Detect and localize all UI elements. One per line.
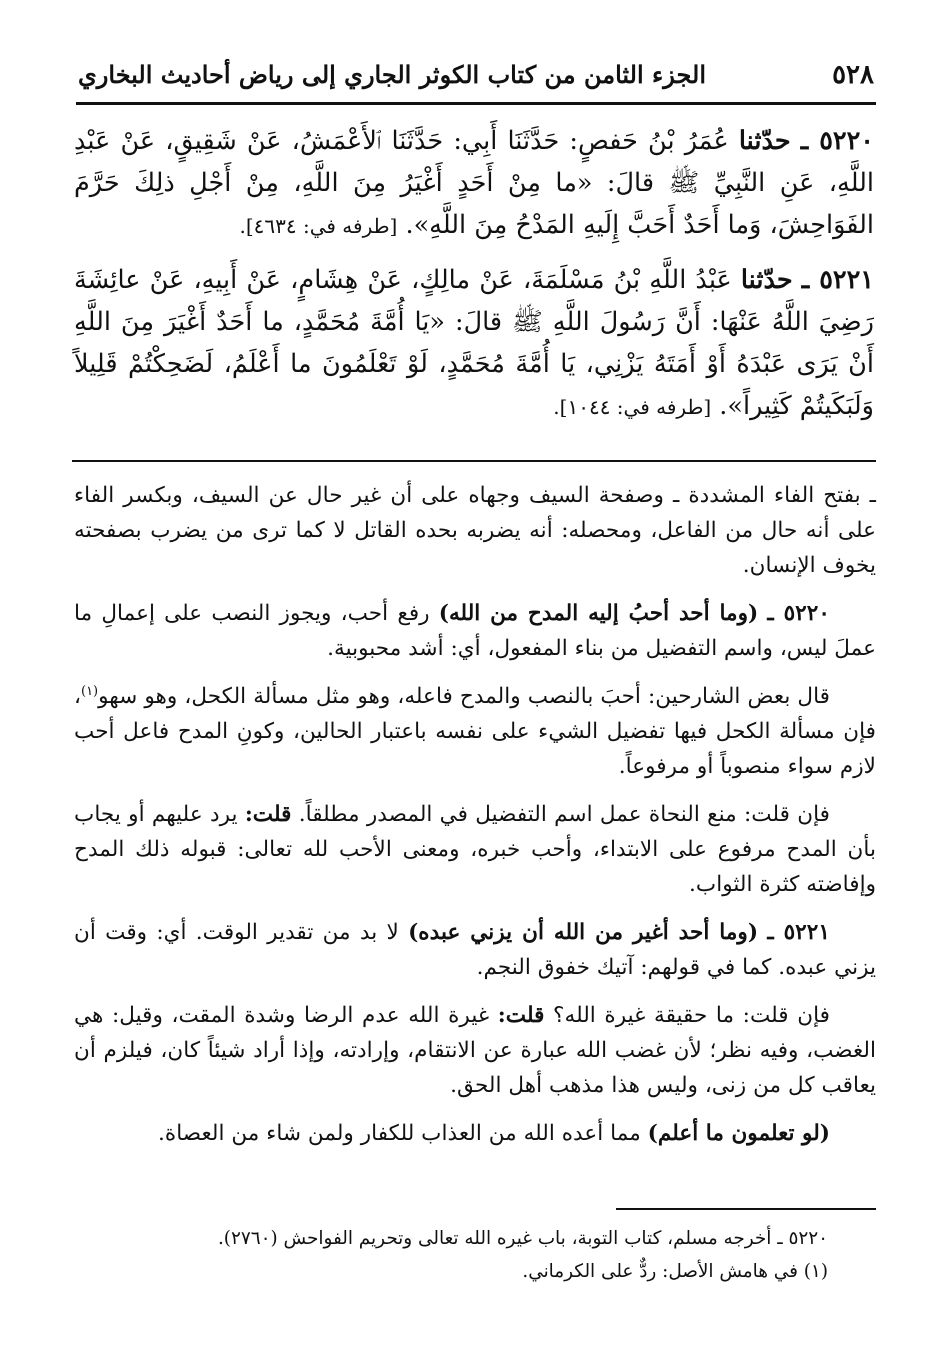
hadith-body: عُمَرُ بْنُ حَفصٍ: حَدَّثَنَا أَبِي: حَدَّثَنَا ٱلأَعْمَشُ، عَنْ شَقِيقٍ، عَنْ عَبْدِ اللَّهِ، عَنِ النَّبِيِّ ﷺ قالَ: «ما مِنْ أَحَدٍ أَغْيَرُ مِنَ اللَّهِ، مِنْ أَجْلِ ذلِكَ حَرَّمَ الفَوَاحِشَ، وَما أَحَدٌ أَحَبَّ إِلَيهِ المَدْحُ مِنَ اللَّهِ».: [74, 126, 874, 240]
hadith-5220: [74, 120, 874, 247]
qult-marker: قلت:: [497, 1003, 545, 1028]
page-header: [78, 58, 874, 102]
text-commentary-divider: [72, 460, 876, 462]
commentary-quote: (وما أحد أحبُ إليه المدح من الله): [438, 601, 759, 626]
commentary-paragraph: [74, 596, 876, 666]
footnote-item: ٥٢٢٠ ـ أخرجه مسلم، كتاب التوبة، باب غيره الله تعالى وتحريم الفواحش (٢٧٦٠).: [217, 1228, 828, 1249]
commentary-text: لا بد من تقدير الوقت. أي: وقت أن يزني عبده. كما في قولهم: آتيك خفوق النجم.: [74, 920, 876, 980]
footnote-item: (١) في هامش الأصل: ردٌّ على الكرماني.: [522, 1261, 828, 1282]
hadith-body: عَبْدُ اللَّهِ بْنُ مَسْلَمَةَ، عَنْ مالِكٍ، عَنْ هِشَامٍ، عَنْ أَبِيهِ، عَنْ عائِشَةَ رَضِيَ اللَّهُ عَنْهَا: أَنَّ رَسُولَ اللَّهِ ﷺ قالَ: «يَا أُمَّةَ مُحَمَّدٍ، ما أَحَدٌ أَغْيَرَ مِنَ اللَّهِ أَنْ يَرَى عَبْدَهُ أَوْ أَمَتَهُ يَزْنِي، يَا أُمَّةَ مُحَمَّدٍ، لَوْ تَعْلَمُونَ ما أَعْلَمُ، لَضَحِكْتُمْ قَلِيلاً وَلَبَكَيتُمْ كَثِيراً».: [74, 265, 874, 421]
footnotes: [74, 1222, 874, 1288]
page-number: ٥٢٨: [832, 60, 874, 90]
footnote-divider: [616, 1208, 876, 1210]
commentary-paragraph: [74, 679, 876, 784]
commentary-paragraph: [74, 1116, 876, 1151]
commentary-text: فإن قلت: منع النحاة عمل اسم التفضيل في المصدر مطلقاً.: [298, 802, 830, 827]
hadith-opening: حدّثنا: [738, 126, 791, 156]
commentary-paragraph: [74, 478, 876, 583]
commentary-text: رفع أحب، ويجوز النصب على إعمالِ ما عملَ ليس، واسم التفضيل من بناء المفعول، أي: أشد محبوبية.: [74, 601, 876, 661]
commentary-text: ـ بفتح الفاء المشددة ـ وصفحة السيف وجهاه على أن غير حال عن السيف، وبكسر الفاء على أنه حال من الفاعل، ومحصله: أنه يضربه بحده القاتل لا كما ترى من يضرب بصفحته يخوف الإنسان.: [74, 483, 876, 578]
commentary-text: فإن قلت: ما حقيقة غيرة الله؟: [553, 1003, 830, 1028]
commentary-text: قال بعض الشارحين: أحبَ بالنصب والمدح فاعله، وهو مثل مسألة الكحل، وهو سهو: [98, 684, 830, 709]
commentary-block: [74, 478, 876, 1151]
commentary-hadith-number: ٥٢٢٠ ـ: [767, 601, 830, 626]
hadith-text-block: [74, 120, 874, 428]
commentary-text: ، فإن مسألة الكحل فيها تفضيل الشيء على نفسه باعتبار الحالين، وكونِ المدح فاعل أحب لازم سواء منصوباً أو مرفوعاً.: [74, 684, 876, 779]
commentary-paragraph: [74, 915, 876, 985]
hadith-5221: [74, 259, 874, 428]
footnote-marker: (١): [80, 683, 99, 699]
commentary-paragraph: [74, 797, 876, 902]
commentary-paragraph: [74, 998, 876, 1103]
header-divider: [76, 102, 876, 105]
running-title: الجزء الثامن من كتاب الكوثر الجاري إلى رياض أحاديث البخاري: [78, 60, 707, 89]
commentary-quote: (لو تعلمون ما أعلم): [647, 1121, 830, 1146]
commentary-text: يرد عليهم أو يجاب بأن المدح مرفوع على الابتداء، وأحب خبره، ومعنى الأحب لله تعالى: قبوله ذلك المدح وإفاضته كثرة الثواب.: [74, 802, 876, 897]
hadith-number: ٥٢٢١ ـ: [801, 265, 874, 295]
commentary-text: غيرة الله عدم الرضا وشدة المقت، وقيل: هي الغضب، وفيه نظر؛ لأن غضب الله عبارة عن الانتقام، وإرادته، وإذا أراد شيئاً كان، فيلزم أن يعاقب كل من زنى، وليس هذا مذهب أهل الحق.: [74, 1003, 876, 1098]
commentary-text: مما أعده الله من العذاب للكفار ولمن شاء من العصاة.: [158, 1121, 641, 1146]
commentary-quote: (وما أحد أغير من الله أن يزني عبده): [408, 920, 759, 945]
commentary-hadith-number: ٥٢٢١ ـ: [767, 920, 830, 945]
cross-reference: [طرفه في: ١٠٤٤].: [553, 395, 712, 419]
cross-reference: [طرفه في: ٤٦٣٤].: [239, 214, 398, 238]
hadith-opening: حدّثنا: [740, 265, 793, 295]
qult-marker: قلت:: [244, 802, 292, 827]
hadith-number: ٥٢٢٠ ـ: [800, 126, 874, 156]
